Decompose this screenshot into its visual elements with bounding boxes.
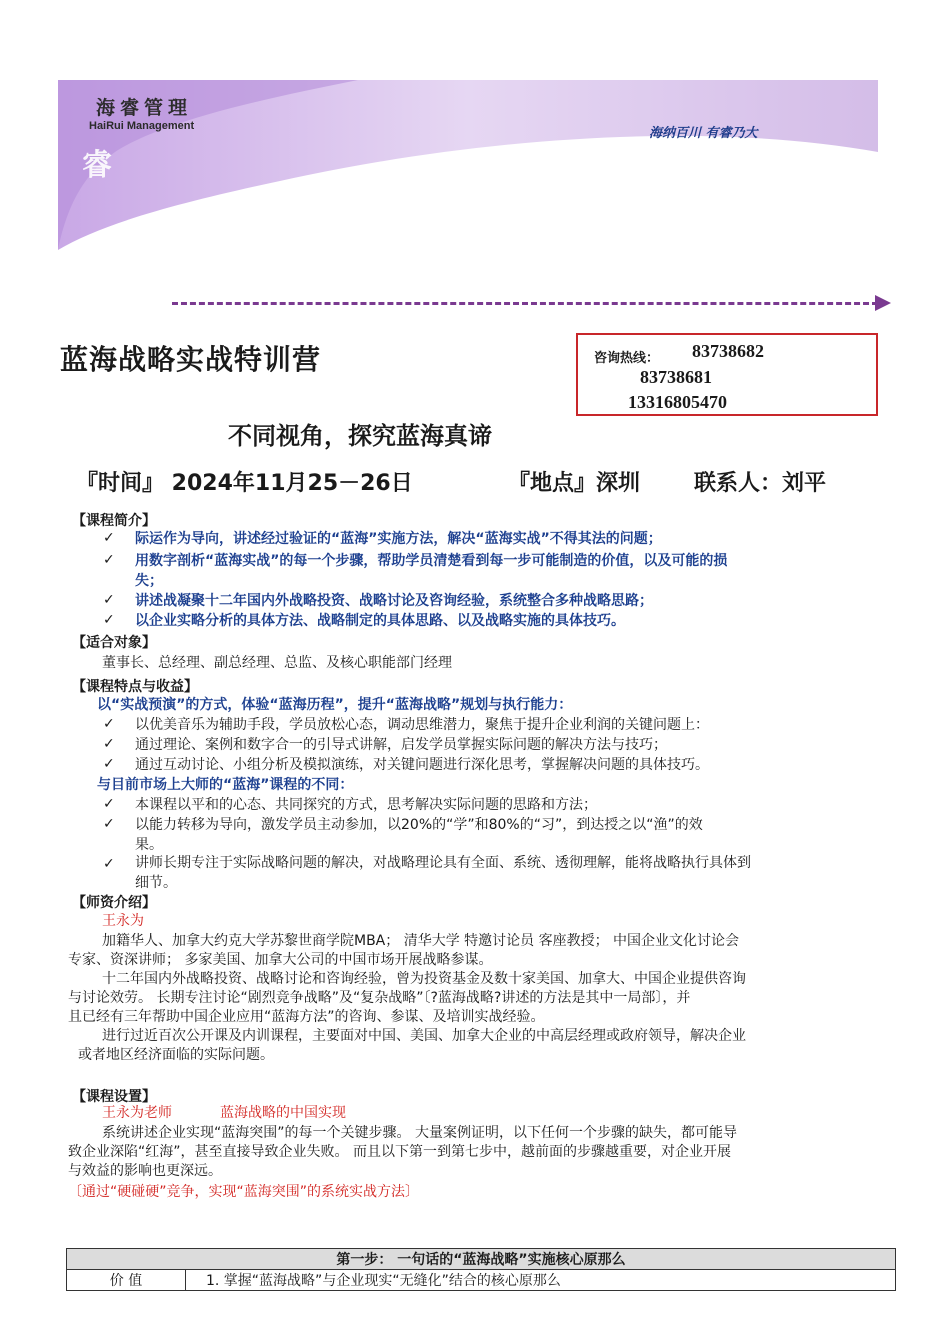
intro-item: 失； [135,573,163,589]
features-subheading: 与目前市场上大师的“蓝海”课程的不同： [97,777,354,793]
table-row [67,1270,896,1291]
section-heading-intro: 【课程简介】 [72,513,156,529]
section-heading-course: 【课程设置】 [72,1089,156,1105]
check-icon: ✓ [103,736,115,752]
course-teacher: 王永为老师 [102,1105,172,1121]
page-title: 蓝海战略实战特训营 [60,343,322,376]
check-icon: ✓ [103,592,115,608]
step-heading: 第一步： 一句话的“蓝海战略”实施核心原那么 [67,1249,896,1270]
feature-item: 以能力转移为导向，激发学员主动参加，以20%的“学”和80%的“习”，到达授之以“渔”的效 [135,817,703,833]
value-text: 1. 掌握“蓝海战略”与企业现实“无缝化”结合的核心原那么 [186,1270,896,1291]
arrow-right-icon [875,295,891,311]
feature-item: 以优美音乐为辅助手段，学员放松心态，调动思维潜力，聚焦于提升企业利润的关键问题上： [135,717,709,733]
course-desc-line: 与效益的影响也更深远。 [68,1163,222,1179]
teacher-bio-line: 与讨论效劳。 长期专注讨论“剧烈竞争战略”及“复杂战略”〔?蓝海战略?讲述的方法是其中一局部〕，并 [68,990,691,1006]
teacher-name: 王永为 [102,913,144,929]
course-steps-table [66,1248,896,1291]
teacher-bio-line: 且已经有三年帮助中国企业应用“蓝海方法”的咨询、参谋、及培训实战经验。 [68,1009,545,1025]
hotline-number: 13316805470 [628,392,727,412]
check-icon: ✓ [103,816,115,832]
feature-item: 本课程以平和的心态、共同探究的方式，思考解决实际问题的思路和方法； [135,797,597,813]
section-heading-teacher: 【师资介绍】 [72,895,156,911]
check-icon: ✓ [103,612,115,628]
feature-item: 果。 [135,837,163,853]
teacher-bio-line: 十二年国内外战略投资、战略讨论和咨询经验，曾为投资基金及数十家美国、加拿大、中国企业提供咨询 [102,971,746,987]
check-icon: ✓ [103,552,115,568]
logo-english: HaiRui Management [89,120,195,132]
check-icon: ✓ [103,716,115,732]
section-heading-features: 【课程特点与收益】 [72,679,198,695]
check-icon: ✓ [103,756,115,772]
feature-item: 通过互动讨论、小组分析及模拟演练，对关键问题进行深化思考，掌握解决问题的具体技巧。 [135,757,709,773]
course-desc-line: 致企业深陷“红海”，甚至直接导致企业失败。 而且以下第一到第七步中，越前面的步骤越重要，对企业开展 [68,1144,731,1160]
event-time: 『时间』 2024年11月25－26日 [76,471,413,496]
subtitle: 不同视角，探究蓝海真谛 [228,422,492,450]
hotline-number: 83738681 [640,367,712,387]
hotline-label: 咨询热线： [594,351,660,366]
intro-item: 讲述战凝聚十二年国内外战略投资、战略讨论及咨询经验，系统整合多种战略思路； [135,593,653,609]
value-label: 价 值 [67,1270,186,1291]
dashed-divider [172,302,878,305]
teacher-bio-line: 加籍华人、加拿大约克大学苏黎世商学院MBA； 清华大学 特邀讨论员 客座教授； 中国企业文化讨论会 [102,933,740,949]
event-contact: 联系人：刘平 [694,471,827,496]
slogan: 海纳百川 有睿乃大 [649,126,758,141]
event-place: 『地点』深圳 [508,471,641,496]
logo-mark-icon: 睿 [82,148,112,183]
logo-chinese: 海睿管理 [96,97,193,119]
feature-item: 细节。 [135,875,177,891]
section-heading-audience: 【适合对象】 [72,635,156,651]
teacher-bio-line: 或者地区经济面临的实际问题。 [78,1047,274,1063]
check-icon: ✓ [103,856,115,872]
audience-text: 董事长、总经理、副总经理、总监、及核心职能部门经理 [102,655,452,671]
check-icon: ✓ [103,796,115,812]
features-subheading: 以“实战预演”的方式，体验“蓝海历程”，提升“蓝海战略”规划与执行能力： [97,697,573,713]
check-icon: ✓ [103,530,115,546]
feature-item: 通过理论、案例和数字合一的引导式讲解，启发学员掌握实际问题的解决方法与技巧； [135,737,667,753]
teacher-bio-line: 进行过近百次公开课及内训课程，主要面对中国、美国、加拿大企业的中高层经理或政府领导，解决企业 [102,1028,746,1044]
teacher-bio-line: 专家、资深讲师； 多家美国、加拿大公司的中国市场开展战略参谋。 [68,952,493,968]
course-topic: 蓝海战略的中国实现 [220,1105,346,1121]
course-desc-line: 系统讲述企业实现“蓝海突围”的每一个关键步骤。 大量案例证明，以下任何一个步骤的缺失，都可能导 [102,1125,737,1141]
intro-item: 用数字剖析“蓝海实战”的每一个步骤，帮助学员清楚看到每一步可能制造的价值，以及可能的损 [135,553,728,569]
intro-item: 际运作为导向，讲述经过验证的“蓝海”实施方法，解决“蓝海实战”不得其法的问题； [135,531,662,547]
feature-item: 讲师长期专注于实际战略问题的解决，对战略理论具有全面、系统、透彻理解，能将战略执行具体到 [135,855,751,871]
hotline-box [576,333,878,416]
intro-item: 以企业实略分析的具体方法、战略制定的具体思路、以及战略实施的具体技巧。 [135,613,625,629]
hotline-number: 83738682 [692,341,764,361]
course-note: 〔通过“硬碰硬”竞争，实现“蓝海突围”的系统实战方法〕 [68,1184,420,1200]
table-row [67,1249,896,1270]
